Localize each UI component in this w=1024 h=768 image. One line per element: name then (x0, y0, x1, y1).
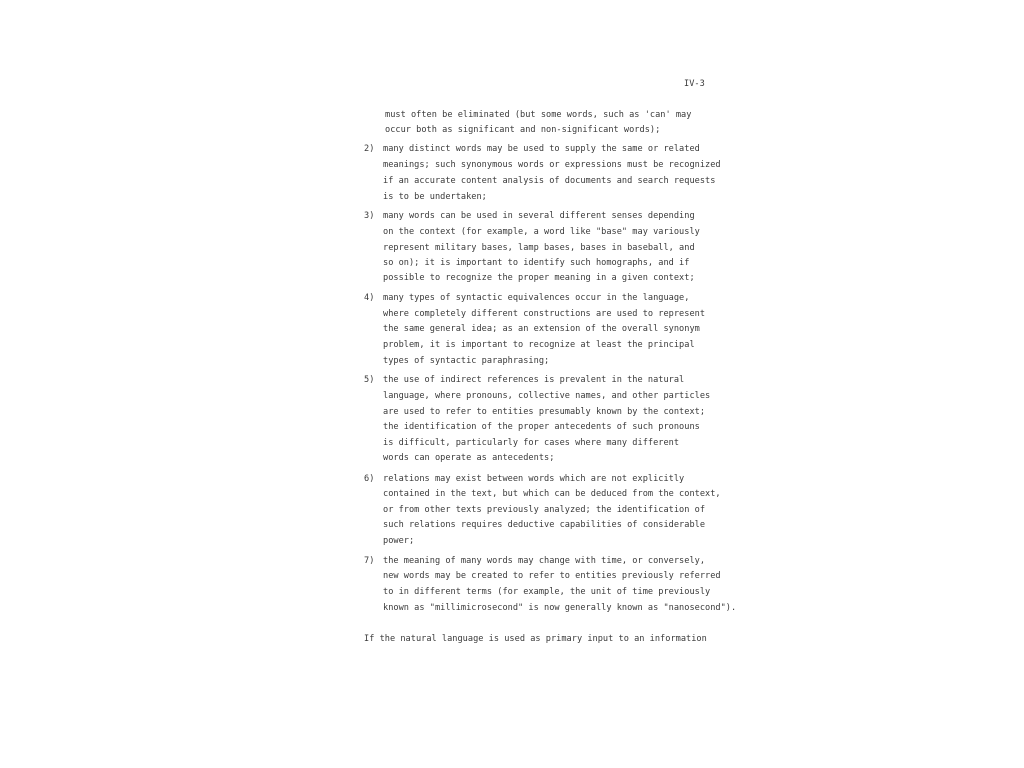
item-number: 7) (364, 556, 375, 566)
item-line: the use of indirect references is prevalent in the natural (383, 375, 685, 385)
item-line: are used to refer to entities presumably known by the context; (383, 407, 706, 417)
item-line: power; (383, 536, 415, 546)
item-line: new words may be created to refer to entities previously referred (383, 571, 721, 581)
continuation-line: occur both as significant and non-significant words); (385, 125, 661, 135)
item-line: the same general idea; as an extension of the overall synonym (383, 324, 700, 334)
item-line: known as "millimicrosecond" is now generally known as "nanosecond"). (383, 603, 737, 613)
item-line: on the context (for example, a word like "base" may variously (383, 227, 700, 237)
item-line: is difficult, particularly for cases where many different (383, 438, 680, 448)
item-line: to in different terms (for example, the unit of time previously (383, 587, 711, 597)
item-line: such relations requires deductive capabilities of considerable (383, 520, 706, 530)
item-line: possible to recognize the proper meaning in a given context; (383, 273, 695, 283)
item-line: the identification of the proper antecedents of such pronouns (383, 422, 700, 432)
item-line: contained in the text, but which can be deduced from the context, (383, 489, 721, 499)
closing-paragraph-line: If the natural language is used as primary input to an information (364, 634, 707, 644)
item-number: 2) (364, 144, 375, 154)
item-line: problem, it is important to recognize at least the principal (383, 340, 695, 350)
item-line: so on); it is important to identify such homographs, and if (383, 258, 690, 268)
item-line: meanings; such synonymous words or expressions must be recognized (383, 160, 721, 170)
item-line: where completely different constructions are used to represent (383, 309, 706, 319)
item-number: 6) (364, 474, 375, 484)
item-line: many distinct words may be used to supply the same or related (383, 144, 700, 154)
item-line: language, where pronouns, collective names, and other particles (383, 391, 711, 401)
item-line: or from other texts previously analyzed; the identification of (383, 505, 706, 515)
item-line: is to be undertaken; (383, 192, 487, 202)
item-line: the meaning of many words may change with time, or conversely, (383, 556, 706, 566)
item-line: many words can be used in several different senses depending (383, 211, 695, 221)
page-number: IV-3 (684, 79, 705, 89)
item-line: words can operate as antecedents; (383, 453, 555, 463)
item-number: 4) (364, 293, 375, 303)
item-line: represent military bases, lamp bases, bases in baseball, and (383, 243, 695, 253)
item-line: many types of syntactic equivalences occur in the language, (383, 293, 690, 303)
item-number: 5) (364, 375, 375, 385)
item-line: if an accurate content analysis of documents and search requests (383, 176, 716, 186)
item-line: relations may exist between words which are not explicitly (383, 474, 685, 484)
item-line: types of syntactic paraphrasing; (383, 356, 550, 366)
item-number: 3) (364, 211, 375, 221)
continuation-line: must often be eliminated (but some words, such as 'can' may (385, 110, 692, 120)
